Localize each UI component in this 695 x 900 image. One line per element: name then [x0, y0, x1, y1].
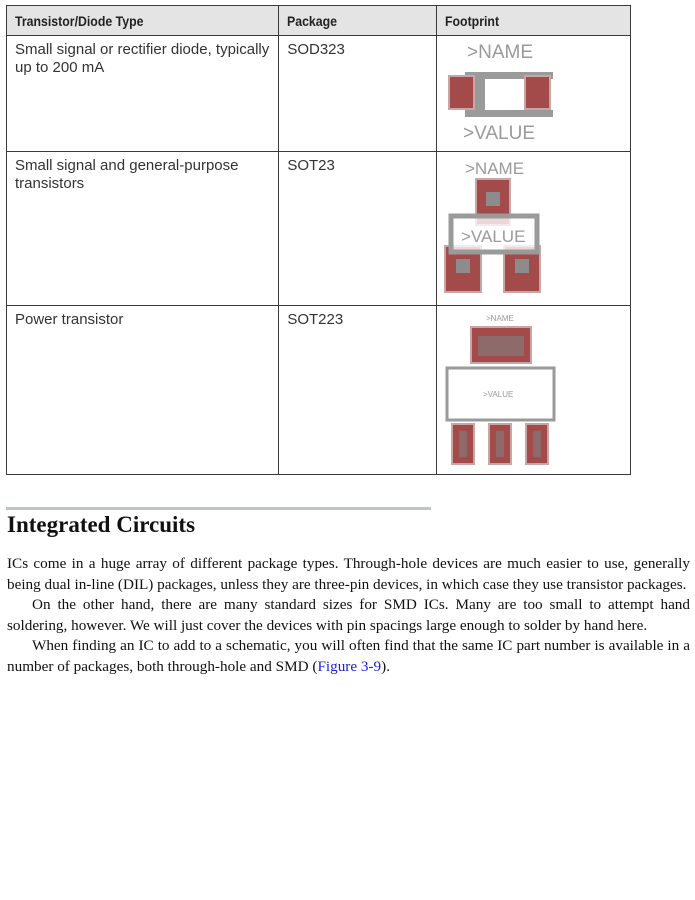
silk-bottom-bar — [465, 110, 553, 117]
sot23-footprint-drawing — [437, 152, 630, 300]
cell-type: Power transistor — [7, 306, 279, 475]
footprint-sot223 — [437, 306, 631, 475]
footprint-sot23 — [437, 152, 631, 306]
silk-cathode-bar — [475, 79, 485, 110]
table-row — [7, 36, 631, 152]
sot223-footprint-drawing — [437, 306, 630, 469]
figure-3-9-link[interactable]: Figure 3-9 — [317, 657, 382, 675]
pad-2-inner — [496, 431, 504, 457]
section-body — [7, 554, 690, 677]
footprint-value-label: >VALUE — [461, 227, 526, 246]
pad-left — [450, 77, 473, 108]
table-row — [7, 152, 631, 306]
section-title: Integrated Circuits — [7, 512, 196, 537]
table-header-row — [7, 6, 631, 36]
pad-3-inner — [533, 431, 541, 457]
cell-package: SOT23 — [279, 152, 437, 306]
pad-left-center — [456, 259, 470, 273]
paragraph-2: On the other hand, there are many standard sizes for SMD ICs. Many are too small to attempt hand soldering, however. We will just cover the devices with pin spacings large enough to solder by hand here. — [7, 596, 690, 634]
pad-right-center — [515, 259, 529, 273]
cell-type: Small signal or rectifier diode, typically up to 200 mA — [7, 36, 279, 152]
pad-tab-inner — [478, 336, 524, 356]
pad-top-center — [486, 192, 500, 206]
paragraph-1: ICs come in a huge array of different package types. Through-hole devices are much easier to use, generally being dual in-line (DIL) packages, unless they are three-pin devices, in which case they use transistor packages. — [7, 555, 690, 593]
sod323-footprint-drawing — [437, 36, 630, 146]
header-type: Transistor/Diode Type — [7, 6, 279, 36]
footprint-value-label: >VALUE — [463, 123, 536, 144]
paragraph-3-end: ). — [381, 657, 390, 675]
footprint-name-label: >NAME — [486, 314, 515, 323]
footprint-name-label: >NAME — [467, 42, 534, 63]
cell-package: SOD323 — [279, 36, 437, 152]
paragraph-3 — [7, 636, 690, 677]
footprint-name-label: >NAME — [465, 159, 525, 178]
footprint-value-label: >VALUE — [483, 390, 514, 399]
section-divider — [6, 507, 431, 510]
table-row — [7, 306, 631, 475]
cell-package: SOT223 — [279, 306, 437, 475]
pad-right — [526, 77, 549, 108]
paragraph-3-text: When finding an IC to add to a schematic, you will often find that the same IC part number is available in a number of packages, both through-hole and SMD ( — [7, 637, 690, 675]
footprint-sod323 — [437, 36, 631, 152]
cell-type: Small signal and general-purpose transistors — [7, 152, 279, 306]
pad-1-inner — [459, 431, 467, 457]
header-footprint: Footprint — [437, 6, 631, 36]
package-table — [6, 5, 631, 475]
header-package: Package — [279, 6, 437, 36]
